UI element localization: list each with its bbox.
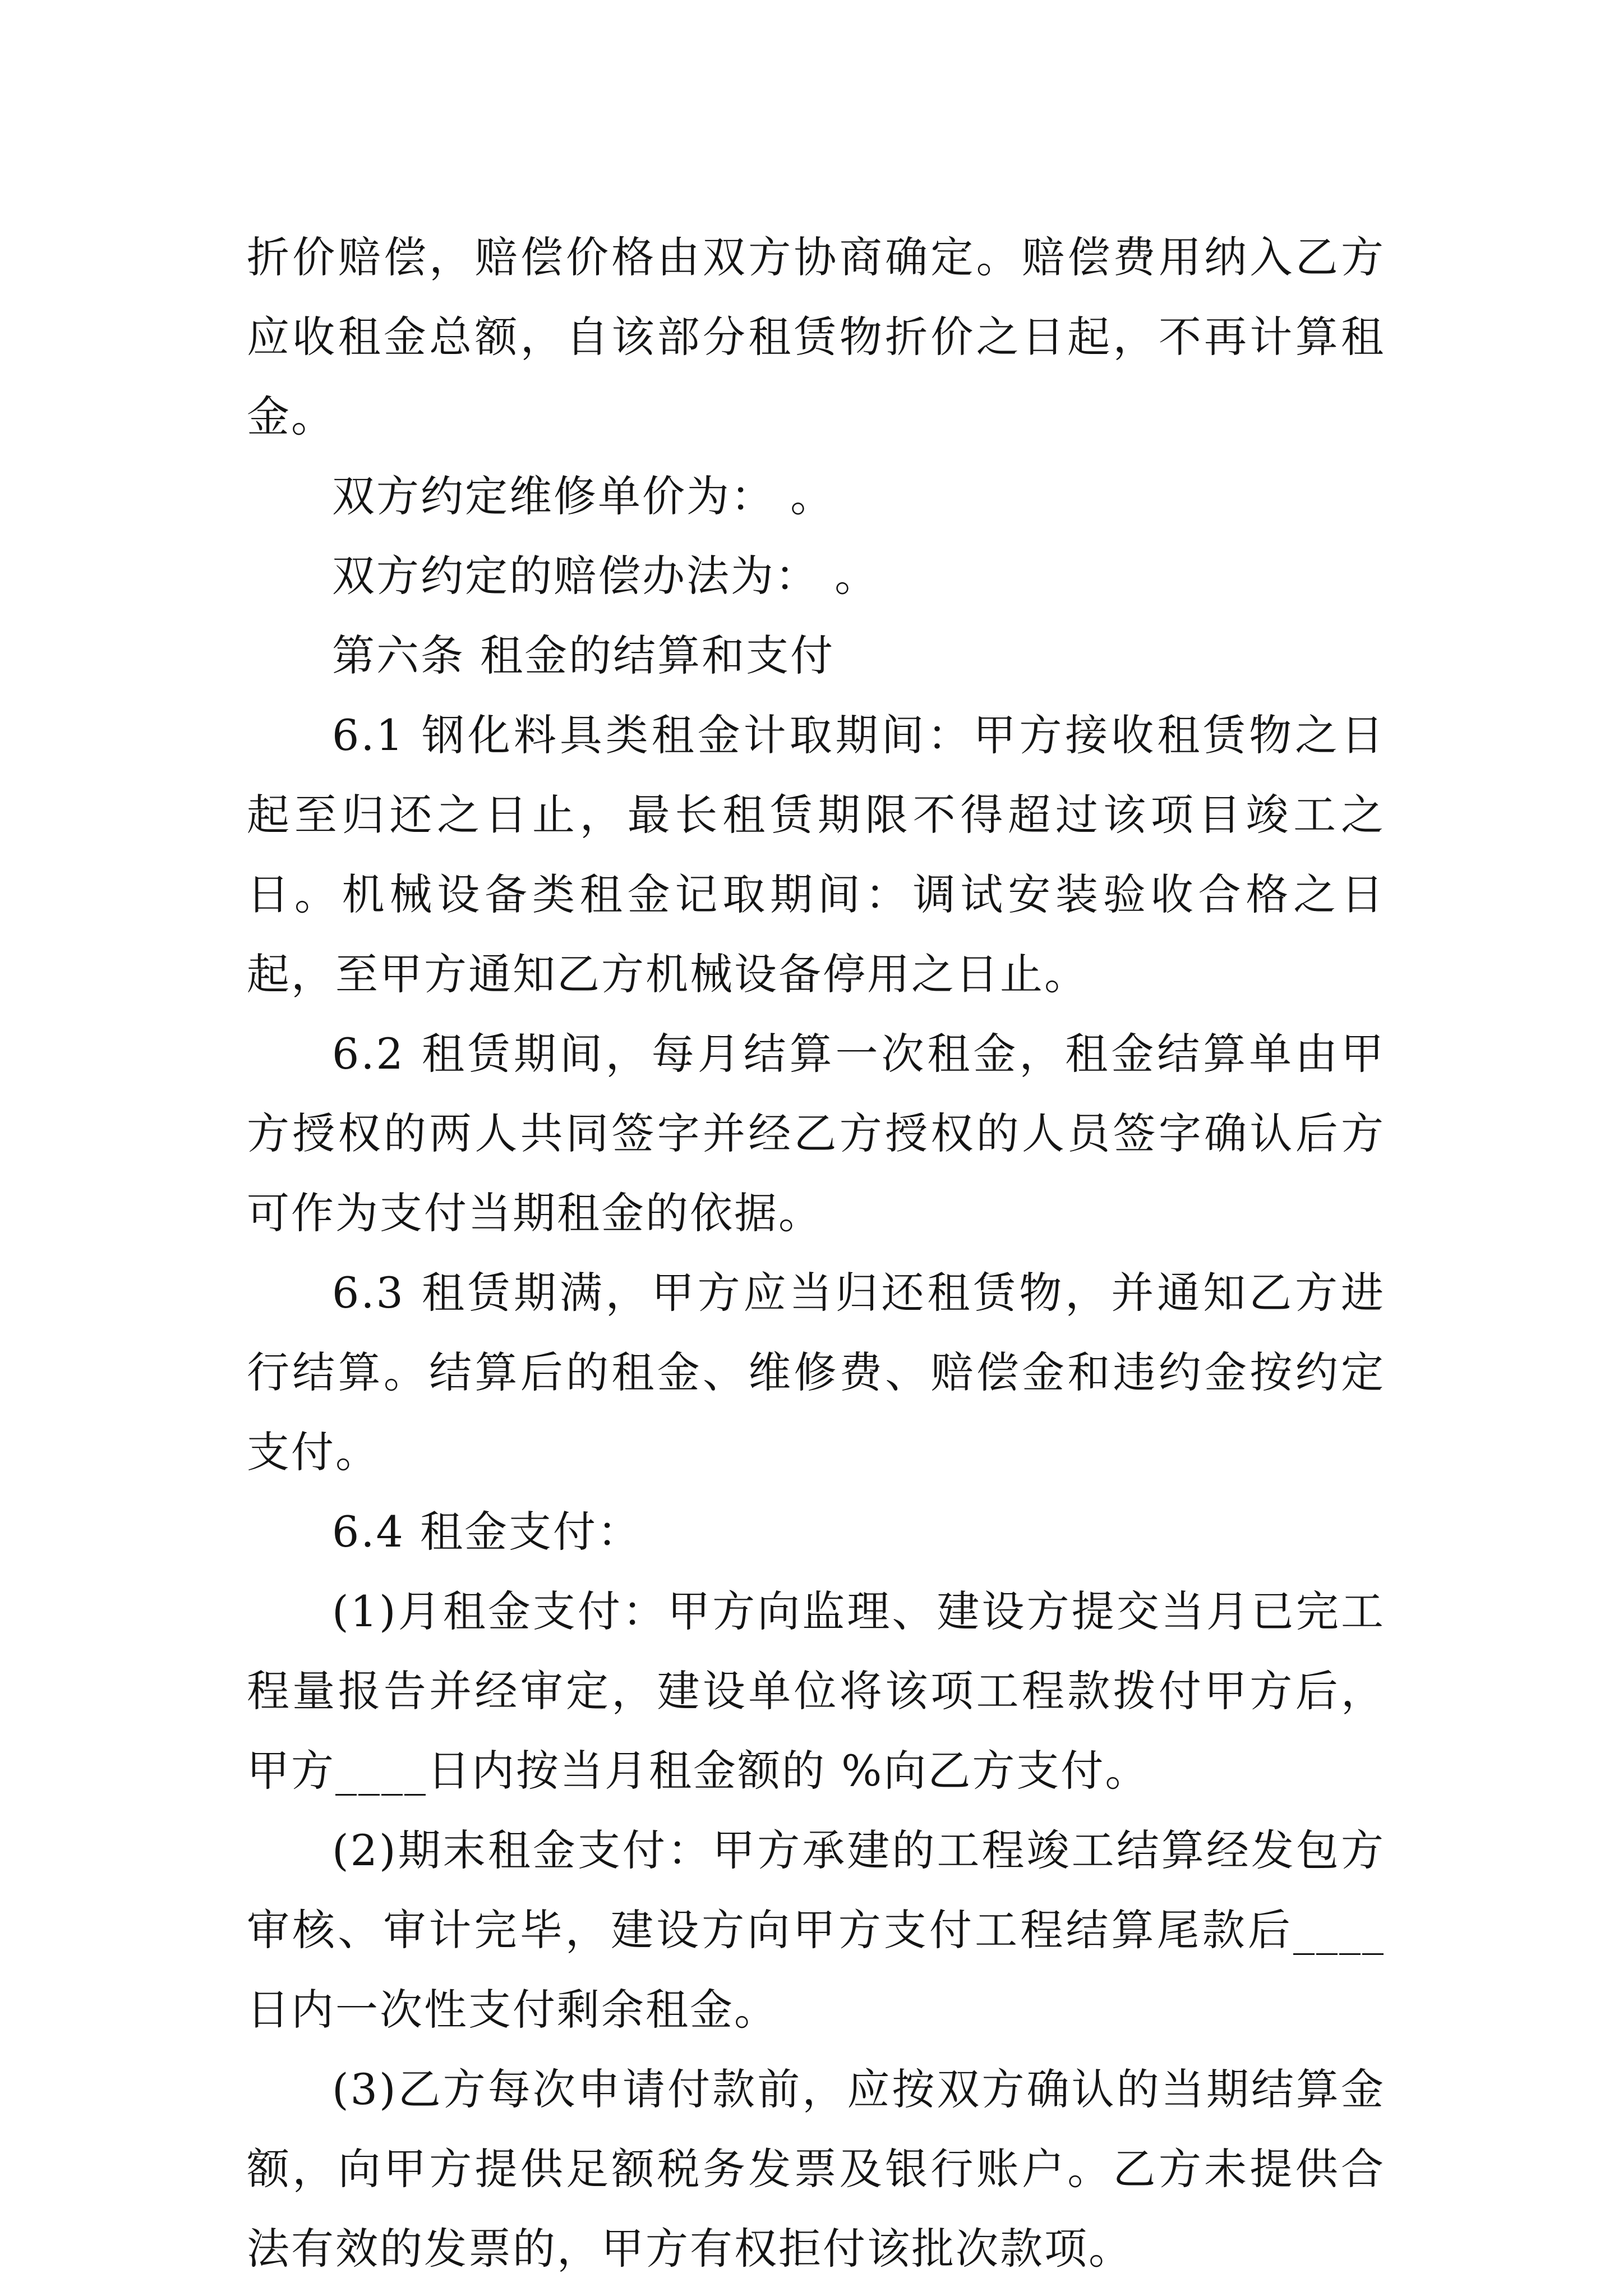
clause-6-2: 6.2 租赁期间，每月结算一次租金，租金结算单由甲方授权的两人共同签字并经乙方授权的人员签字确认后方可作为支付当期租金的依据。 [247,1029,1385,1238]
clause-6-4: 6.4 租金支付： [332,1507,642,1557]
clause-6-4-item-2: (2)期末租金支付：甲方承建的工程竣工结算经发包方审核、审计完毕，建设方向甲方支付工程结算尾款后____日内一次性支付剩余租金。 [247,1825,1385,2035]
clause-6-3: 6.3 租赁期满，甲方应当归还租赁物，并通知乙方进行结算。结算后的租金、维修费、赔偿金和违约金按约定支付。 [247,1268,1385,1477]
paragraph-repair-unit-price: 双方约定维修单价为： 。 [332,471,835,521]
paragraph-compensation: 折价赔偿，赔偿价格由双方协商确定。赔偿费用纳入乙方应收租金总额，自该部分租赁物折价之日起，不再计算租金。 [247,232,1385,441]
clause-6-1: 6.1 钢化料具类租金计取期间：甲方接收租赁物之日起至归还之日止，最长租赁期限不得超过该项目竣工之日。机械设备类租金记取期间：调试安装验收合格之日起，至甲方通知乙方机械设备停用之日止。 [247,710,1385,999]
document-body [247,218,1385,2289]
paragraph-compensation-method: 双方约定的赔偿办法为： 。 [332,551,879,601]
article-six-heading: 第六条 租金的结算和支付 [332,631,835,680]
clause-6-4-item-3: (3)乙方每次申请付款前，应按双方确认的当期结算金额，向甲方提供足额税务发票及银行账户。乙方未提供合法有效的发票的，甲方有权拒付该批次款项。 [247,2064,1385,2274]
clause-6-4-item-1: (1)月租金支付：甲方向监理、建设方提交当月已完工程量报告并经审定，建设单位将该项工程款拨付甲方后，甲方____日内按当月租金额的 %向乙方支付。 [247,1586,1385,1796]
